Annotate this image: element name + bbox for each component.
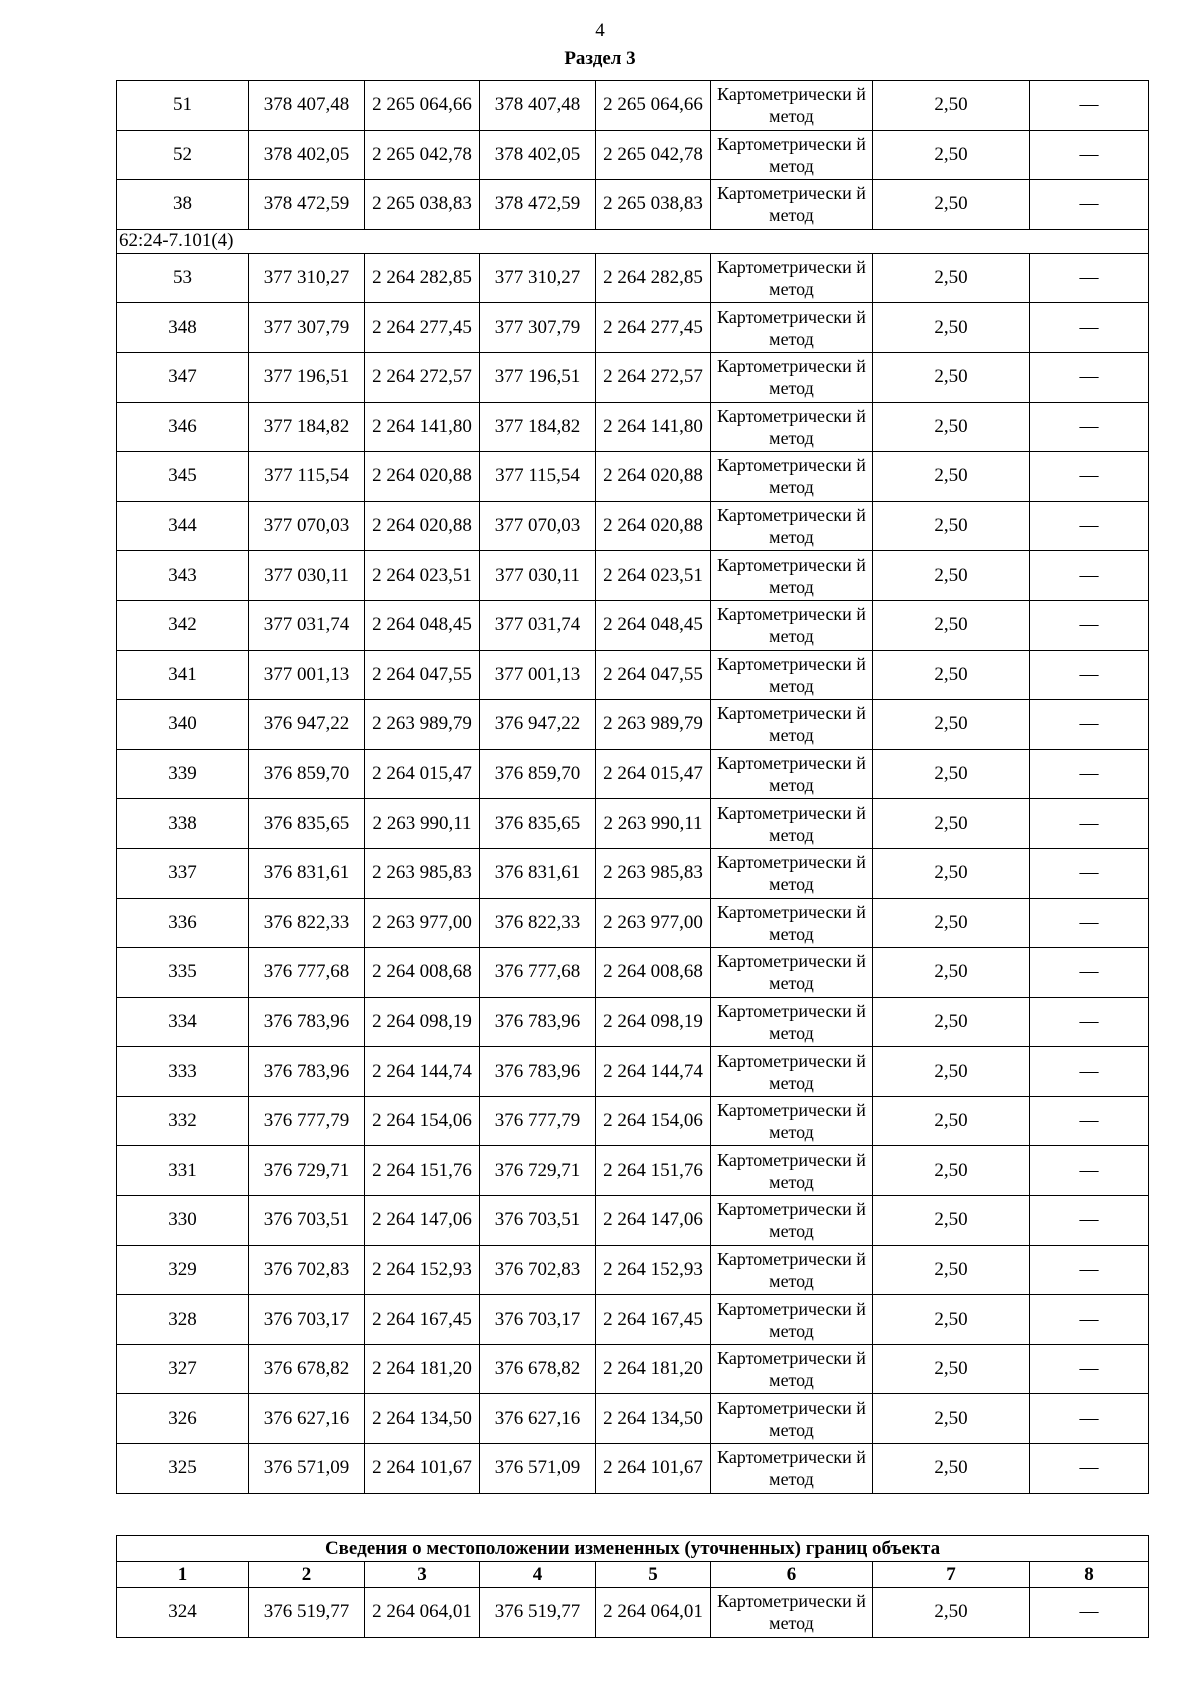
x-new-cell: 376 859,70 — [480, 749, 596, 799]
y-new-cell: 2 263 985,83 — [596, 848, 711, 898]
y-new-cell: 2 264 015,47 — [596, 749, 711, 799]
column-number-cell: 6 — [711, 1562, 873, 1588]
x-new-cell: 376 947,22 — [480, 700, 596, 750]
x-existing-cell: 376 703,51 — [249, 1196, 365, 1246]
x-existing-cell: 376 835,65 — [249, 799, 365, 849]
method-cell: Картометрически й метод — [711, 1245, 873, 1295]
accuracy-cell: 2,50 — [873, 650, 1030, 700]
table-row — [117, 848, 1149, 898]
method-cell: Картометрически й метод — [711, 1588, 873, 1638]
point-number-cell: 334 — [117, 997, 249, 1047]
point-number-cell: 344 — [117, 501, 249, 551]
accuracy-cell: 2,50 — [873, 700, 1030, 750]
method-cell: Картометрически й метод — [711, 799, 873, 849]
x-existing-cell: 376 783,96 — [249, 997, 365, 1047]
method-cell: Картометрически й метод — [711, 749, 873, 799]
table-row — [117, 551, 1149, 601]
description-cell: — — [1030, 948, 1149, 998]
x-existing-cell: 376 783,96 — [249, 1047, 365, 1097]
y-new-cell: 2 264 064,01 — [596, 1588, 711, 1638]
point-number-cell: 324 — [117, 1588, 249, 1638]
column-number-cell: 2 — [249, 1562, 365, 1588]
column-number-cell: 4 — [480, 1562, 596, 1588]
x-existing-cell: 376 678,82 — [249, 1344, 365, 1394]
table-row — [117, 402, 1149, 452]
description-cell: — — [1030, 1394, 1149, 1444]
method-cell: Картометрически й метод — [711, 501, 873, 551]
point-number-cell: 346 — [117, 402, 249, 452]
y-new-cell: 2 264 151,76 — [596, 1146, 711, 1196]
x-new-cell: 377 001,13 — [480, 650, 596, 700]
accuracy-cell: 2,50 — [873, 402, 1030, 452]
y-existing-cell: 2 264 101,67 — [365, 1444, 480, 1494]
table-row — [117, 799, 1149, 849]
column-number-cell: 5 — [596, 1562, 711, 1588]
x-existing-cell: 377 196,51 — [249, 352, 365, 402]
y-existing-cell: 2 264 144,74 — [365, 1047, 480, 1097]
description-cell: — — [1030, 253, 1149, 303]
x-new-cell: 377 196,51 — [480, 352, 596, 402]
y-existing-cell: 2 264 147,06 — [365, 1196, 480, 1246]
x-existing-cell: 377 115,54 — [249, 452, 365, 502]
y-existing-cell: 2 264 151,76 — [365, 1146, 480, 1196]
x-new-cell: 377 115,54 — [480, 452, 596, 502]
accuracy-cell: 2,50 — [873, 848, 1030, 898]
accuracy-cell: 2,50 — [873, 1588, 1030, 1638]
x-existing-cell: 377 307,79 — [249, 303, 365, 353]
table-row — [117, 997, 1149, 1047]
x-existing-cell: 378 407,48 — [249, 81, 365, 131]
accuracy-cell: 2,50 — [873, 130, 1030, 180]
x-new-cell: 376 702,83 — [480, 1245, 596, 1295]
x-existing-cell: 377 001,13 — [249, 650, 365, 700]
x-existing-cell: 378 472,59 — [249, 180, 365, 230]
accuracy-cell: 2,50 — [873, 253, 1030, 303]
y-new-cell: 2 263 977,00 — [596, 898, 711, 948]
method-cell: Картометрически й метод — [711, 898, 873, 948]
y-existing-cell: 2 264 141,80 — [365, 402, 480, 452]
changed-boundaries-table — [116, 1535, 1149, 1638]
point-number-cell: 330 — [117, 1196, 249, 1246]
description-cell: — — [1030, 1344, 1149, 1394]
table-row — [117, 130, 1149, 180]
y-existing-cell: 2 264 020,88 — [365, 452, 480, 502]
point-number-cell: 326 — [117, 1394, 249, 1444]
table-row — [117, 1344, 1149, 1394]
table-title: Сведения о местоположении измененных (уточненных) границ объекта — [117, 1536, 1149, 1562]
y-existing-cell: 2 263 985,83 — [365, 848, 480, 898]
point-number-cell: 336 — [117, 898, 249, 948]
table-row — [117, 1245, 1149, 1295]
method-cell: Картометрически й метод — [711, 130, 873, 180]
accuracy-cell: 2,50 — [873, 600, 1030, 650]
table-row — [117, 303, 1149, 353]
x-new-cell: 376 729,71 — [480, 1146, 596, 1196]
description-cell: — — [1030, 1295, 1149, 1345]
y-existing-cell: 2 263 989,79 — [365, 700, 480, 750]
description-cell: — — [1030, 1047, 1149, 1097]
point-number-cell: 325 — [117, 1444, 249, 1494]
method-cell: Картометрически й метод — [711, 948, 873, 998]
table-title-row — [117, 1536, 1149, 1562]
accuracy-cell: 2,50 — [873, 1444, 1030, 1494]
accuracy-cell: 2,50 — [873, 180, 1030, 230]
x-existing-cell: 376 571,09 — [249, 1444, 365, 1494]
y-new-cell: 2 264 048,45 — [596, 600, 711, 650]
table-row — [117, 898, 1149, 948]
table-row — [117, 1588, 1149, 1638]
description-cell: — — [1030, 452, 1149, 502]
accuracy-cell: 2,50 — [873, 898, 1030, 948]
y-new-cell: 2 264 272,57 — [596, 352, 711, 402]
y-new-cell: 2 264 101,67 — [596, 1444, 711, 1494]
point-number-cell: 327 — [117, 1344, 249, 1394]
y-existing-cell: 2 264 181,20 — [365, 1344, 480, 1394]
accuracy-cell: 2,50 — [873, 1047, 1030, 1097]
y-new-cell: 2 264 282,85 — [596, 253, 711, 303]
point-number-cell: 53 — [117, 253, 249, 303]
x-new-cell: 376 783,96 — [480, 997, 596, 1047]
accuracy-cell: 2,50 — [873, 1146, 1030, 1196]
y-new-cell: 2 263 990,11 — [596, 799, 711, 849]
y-existing-cell: 2 264 277,45 — [365, 303, 480, 353]
y-new-cell: 2 265 064,66 — [596, 81, 711, 131]
description-cell: — — [1030, 1444, 1149, 1494]
y-new-cell: 2 264 277,45 — [596, 303, 711, 353]
accuracy-cell: 2,50 — [873, 1245, 1030, 1295]
column-number-cell: 1 — [117, 1562, 249, 1588]
point-number-cell: 335 — [117, 948, 249, 998]
description-cell: — — [1030, 130, 1149, 180]
y-existing-cell: 2 264 020,88 — [365, 501, 480, 551]
y-new-cell: 2 263 989,79 — [596, 700, 711, 750]
method-cell: Картометрически й метод — [711, 452, 873, 502]
x-new-cell: 377 030,11 — [480, 551, 596, 601]
point-number-cell: 52 — [117, 130, 249, 180]
y-new-cell: 2 264 144,74 — [596, 1047, 711, 1097]
point-number-cell: 38 — [117, 180, 249, 230]
x-new-cell: 376 783,96 — [480, 1047, 596, 1097]
y-existing-cell: 2 264 023,51 — [365, 551, 480, 601]
y-new-cell: 2 264 020,88 — [596, 452, 711, 502]
method-cell: Картометрически й метод — [711, 402, 873, 452]
description-cell: — — [1030, 848, 1149, 898]
point-number-cell: 333 — [117, 1047, 249, 1097]
description-cell: — — [1030, 1146, 1149, 1196]
table-row — [117, 180, 1149, 230]
accuracy-cell: 2,50 — [873, 352, 1030, 402]
method-cell: Картометрически й метод — [711, 81, 873, 131]
x-existing-cell: 377 184,82 — [249, 402, 365, 452]
point-number-cell: 348 — [117, 303, 249, 353]
x-new-cell: 376 777,79 — [480, 1096, 596, 1146]
accuracy-cell: 2,50 — [873, 997, 1030, 1047]
y-existing-cell: 2 264 152,93 — [365, 1245, 480, 1295]
description-cell: — — [1030, 898, 1149, 948]
method-cell: Картометрически й метод — [711, 997, 873, 1047]
x-existing-cell: 377 030,11 — [249, 551, 365, 601]
x-new-cell: 376 519,77 — [480, 1588, 596, 1638]
accuracy-cell: 2,50 — [873, 1295, 1030, 1345]
y-new-cell: 2 264 147,06 — [596, 1196, 711, 1246]
y-existing-cell: 2 263 977,00 — [365, 898, 480, 948]
y-existing-cell: 2 265 064,66 — [365, 81, 480, 131]
accuracy-cell: 2,50 — [873, 551, 1030, 601]
point-number-cell: 343 — [117, 551, 249, 601]
column-number-cell: 8 — [1030, 1562, 1149, 1588]
x-new-cell: 376 822,33 — [480, 898, 596, 948]
method-cell: Картометрически й метод — [711, 551, 873, 601]
table-row — [117, 452, 1149, 502]
description-cell: — — [1030, 1096, 1149, 1146]
method-cell: Картометрически й метод — [711, 1196, 873, 1246]
y-new-cell: 2 264 020,88 — [596, 501, 711, 551]
point-number-cell: 339 — [117, 749, 249, 799]
y-new-cell: 2 264 154,06 — [596, 1096, 711, 1146]
x-existing-cell: 376 777,79 — [249, 1096, 365, 1146]
y-new-cell: 2 264 098,19 — [596, 997, 711, 1047]
y-existing-cell: 2 264 167,45 — [365, 1295, 480, 1345]
point-number-cell: 338 — [117, 799, 249, 849]
description-cell: — — [1030, 749, 1149, 799]
method-cell: Картометрически й метод — [711, 180, 873, 230]
x-existing-cell: 376 703,17 — [249, 1295, 365, 1345]
x-existing-cell: 377 070,03 — [249, 501, 365, 551]
page-number: 4 — [595, 20, 605, 41]
point-number-cell: 340 — [117, 700, 249, 750]
method-cell: Картометрически й метод — [711, 600, 873, 650]
y-existing-cell: 2 264 154,06 — [365, 1096, 480, 1146]
y-existing-cell: 2 264 048,45 — [365, 600, 480, 650]
x-new-cell: 377 307,79 — [480, 303, 596, 353]
x-new-cell: 376 831,61 — [480, 848, 596, 898]
method-cell: Картометрически й метод — [711, 1096, 873, 1146]
table-row — [117, 600, 1149, 650]
table-row — [117, 1146, 1149, 1196]
table-row — [117, 1196, 1149, 1246]
table-row — [117, 1295, 1149, 1345]
y-new-cell: 2 264 008,68 — [596, 948, 711, 998]
point-number-cell: 347 — [117, 352, 249, 402]
x-new-cell: 378 402,05 — [480, 130, 596, 180]
accuracy-cell: 2,50 — [873, 303, 1030, 353]
point-number-cell: 329 — [117, 1245, 249, 1295]
x-new-cell: 376 571,09 — [480, 1444, 596, 1494]
x-existing-cell: 376 859,70 — [249, 749, 365, 799]
table-row — [117, 650, 1149, 700]
accuracy-cell: 2,50 — [873, 501, 1030, 551]
description-cell: — — [1030, 81, 1149, 131]
accuracy-cell: 2,50 — [873, 799, 1030, 849]
x-new-cell: 377 031,74 — [480, 600, 596, 650]
method-cell: Картометрически й метод — [711, 1344, 873, 1394]
y-existing-cell: 2 264 282,85 — [365, 253, 480, 303]
boundary-points-table — [116, 80, 1149, 1494]
x-new-cell: 377 070,03 — [480, 501, 596, 551]
y-new-cell: 2 265 038,83 — [596, 180, 711, 230]
table-row — [117, 501, 1149, 551]
parcel-group-row — [117, 229, 1149, 253]
description-cell: — — [1030, 352, 1149, 402]
description-cell: — — [1030, 1196, 1149, 1246]
method-cell: Картометрически й метод — [711, 848, 873, 898]
description-cell: — — [1030, 180, 1149, 230]
x-existing-cell: 376 777,68 — [249, 948, 365, 998]
y-new-cell: 2 264 023,51 — [596, 551, 711, 601]
x-new-cell: 378 472,59 — [480, 180, 596, 230]
cadastral-number-label: 62:24-7.101(4) — [117, 229, 1149, 253]
x-existing-cell: 377 031,74 — [249, 600, 365, 650]
x-existing-cell: 376 702,83 — [249, 1245, 365, 1295]
y-new-cell: 2 264 047,55 — [596, 650, 711, 700]
point-number-cell: 341 — [117, 650, 249, 700]
y-existing-cell: 2 264 272,57 — [365, 352, 480, 402]
method-cell: Картометрически й метод — [711, 1146, 873, 1196]
table-row — [117, 352, 1149, 402]
y-existing-cell: 2 264 047,55 — [365, 650, 480, 700]
x-new-cell: 376 678,82 — [480, 1344, 596, 1394]
table-row — [117, 81, 1149, 131]
method-cell: Картометрически й метод — [711, 1444, 873, 1494]
method-cell: Картометрически й метод — [711, 352, 873, 402]
accuracy-cell: 2,50 — [873, 1344, 1030, 1394]
x-existing-cell: 376 947,22 — [249, 700, 365, 750]
table-row — [117, 253, 1149, 303]
y-existing-cell: 2 263 990,11 — [365, 799, 480, 849]
description-cell: — — [1030, 402, 1149, 452]
table-row — [117, 1394, 1149, 1444]
accuracy-cell: 2,50 — [873, 948, 1030, 998]
method-cell: Картометрически й метод — [711, 700, 873, 750]
accuracy-cell: 2,50 — [873, 749, 1030, 799]
x-existing-cell: 376 519,77 — [249, 1588, 365, 1638]
table-row — [117, 700, 1149, 750]
x-new-cell: 376 835,65 — [480, 799, 596, 849]
y-existing-cell: 2 264 015,47 — [365, 749, 480, 799]
description-cell: — — [1030, 997, 1149, 1047]
x-new-cell: 376 703,51 — [480, 1196, 596, 1246]
accuracy-cell: 2,50 — [873, 452, 1030, 502]
x-existing-cell: 376 831,61 — [249, 848, 365, 898]
description-cell: — — [1030, 303, 1149, 353]
section-title: Раздел 3 — [564, 48, 636, 69]
method-cell: Картометрически й метод — [711, 253, 873, 303]
method-cell: Картометрически й метод — [711, 1047, 873, 1097]
table-row — [117, 948, 1149, 998]
y-new-cell: 2 264 134,50 — [596, 1394, 711, 1444]
y-new-cell: 2 264 141,80 — [596, 402, 711, 452]
x-new-cell: 376 627,16 — [480, 1394, 596, 1444]
description-cell: — — [1030, 700, 1149, 750]
description-cell: — — [1030, 551, 1149, 601]
x-new-cell: 378 407,48 — [480, 81, 596, 131]
column-number-cell: 3 — [365, 1562, 480, 1588]
table-row — [117, 1444, 1149, 1494]
y-new-cell: 2 264 152,93 — [596, 1245, 711, 1295]
point-number-cell: 328 — [117, 1295, 249, 1345]
accuracy-cell: 2,50 — [873, 1196, 1030, 1246]
y-new-cell: 2 264 181,20 — [596, 1344, 711, 1394]
point-number-cell: 342 — [117, 600, 249, 650]
accuracy-cell: 2,50 — [873, 1096, 1030, 1146]
x-new-cell: 377 184,82 — [480, 402, 596, 452]
x-existing-cell: 376 822,33 — [249, 898, 365, 948]
y-existing-cell: 2 264 008,68 — [365, 948, 480, 998]
accuracy-cell: 2,50 — [873, 1394, 1030, 1444]
method-cell: Картометрически й метод — [711, 650, 873, 700]
description-cell: — — [1030, 1245, 1149, 1295]
point-number-cell: 337 — [117, 848, 249, 898]
table-row — [117, 749, 1149, 799]
point-number-cell: 331 — [117, 1146, 249, 1196]
method-cell: Картометрически й метод — [711, 303, 873, 353]
description-cell: — — [1030, 501, 1149, 551]
description-cell: — — [1030, 600, 1149, 650]
y-existing-cell: 2 265 038,83 — [365, 180, 480, 230]
y-existing-cell: 2 265 042,78 — [365, 130, 480, 180]
y-existing-cell: 2 264 134,50 — [365, 1394, 480, 1444]
point-number-cell: 332 — [117, 1096, 249, 1146]
table-row — [117, 1047, 1149, 1097]
y-new-cell: 2 265 042,78 — [596, 130, 711, 180]
x-existing-cell: 376 627,16 — [249, 1394, 365, 1444]
description-cell: — — [1030, 1588, 1149, 1638]
y-new-cell: 2 264 167,45 — [596, 1295, 711, 1345]
x-existing-cell: 377 310,27 — [249, 253, 365, 303]
description-cell: — — [1030, 650, 1149, 700]
point-number-cell: 51 — [117, 81, 249, 131]
point-number-cell: 345 — [117, 452, 249, 502]
x-new-cell: 376 777,68 — [480, 948, 596, 998]
accuracy-cell: 2,50 — [873, 81, 1030, 131]
x-new-cell: 376 703,17 — [480, 1295, 596, 1345]
table-row — [117, 1096, 1149, 1146]
description-cell: — — [1030, 799, 1149, 849]
method-cell: Картометрически й метод — [711, 1394, 873, 1444]
column-numbers-row — [117, 1562, 1149, 1588]
y-existing-cell: 2 264 098,19 — [365, 997, 480, 1047]
x-existing-cell: 378 402,05 — [249, 130, 365, 180]
y-existing-cell: 2 264 064,01 — [365, 1588, 480, 1638]
column-number-cell: 7 — [873, 1562, 1030, 1588]
method-cell: Картометрически й метод — [711, 1295, 873, 1345]
x-existing-cell: 376 729,71 — [249, 1146, 365, 1196]
x-new-cell: 377 310,27 — [480, 253, 596, 303]
